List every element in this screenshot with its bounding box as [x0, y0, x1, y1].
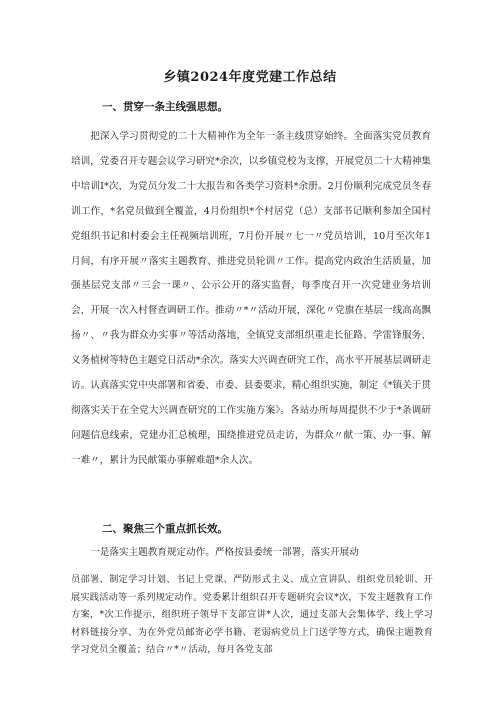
section-1-heading: 一、贯穿一条主线强思想。: [102, 101, 228, 113]
section-2-lead-paragraph: 一是落实主题教育规定动作。严格按县委统一部署，落实开展动: [90, 547, 359, 558]
section-2-body: 员部署、制定学习计划、书记上党课、严防形式主义、成立宣讲队、组织党员轮训、开展实践活动等一系列规定动作。党委累计组织召开专题研究会议*次，下发主题教育工作方案，*次工作提示，组织班子领导下支部宣讲*人次，通过支部大会集体学、线上学习材料链接分享、为在外党员邮寄必学书籍、老弱病党员上门送学等方式，确保主题教育学习党员全覆盖；结合〃*〃活动，每月各党支部: [71, 574, 433, 655]
section-1-body: 把深入学习贯彻党的二十大精神作为全年一条主线贯穿始终。全面落实党员教育培训，党委召开专题会议学习研究*余次，以乡镇党校为支撑，开展党员二十大精神集中培训I*次，为党员分发二十大报告和各类学习资料*余册。2月份顺利完成党员冬春训工作，*名党员做到全覆盖，4月份组织*个村居党（总）支部书记顺利参加全国村党组织书记和村委会主任视频培训班，7月份开展〃七一〃党员培训，10月至次年1月间，有序开展〃落实主题教育、推进党员轮训〃工作。提高党内政治生活质量，加强基层党支部〃三会一课〃、公示公开的落实监督，每季度召开一次党建业务培训会，开展一次入村督查调研工作。推动〃*〃活动开展，深化〃党旗在基层一线高高飘扬〃、〃我为群众办实事〃等活动落地，全镇党支部组织重走长征路、学雷锋服务、义务植树等特色主题党日活动*余次。落实大兴调查研究工作，高水平开展基层调研走访。认真落实党中央部署和省委、市委、县委要求，精心组织实施，制定《*镇关于贯彻落实关于在全党大兴调查研究的工作实施方案》。各站办所每周提供不少于*条调研问题信息线索，党建办汇总梳理，围绕推进党员走访，为群众〃献一策、办一事、解一难〃，累计为民献策办事解难超*余人次。: [71, 131, 431, 466]
section-2-heading: 二、聚焦三个重点抓长效。: [102, 523, 228, 535]
document-title: 乡镇2024年度党建工作总结: [163, 70, 337, 85]
